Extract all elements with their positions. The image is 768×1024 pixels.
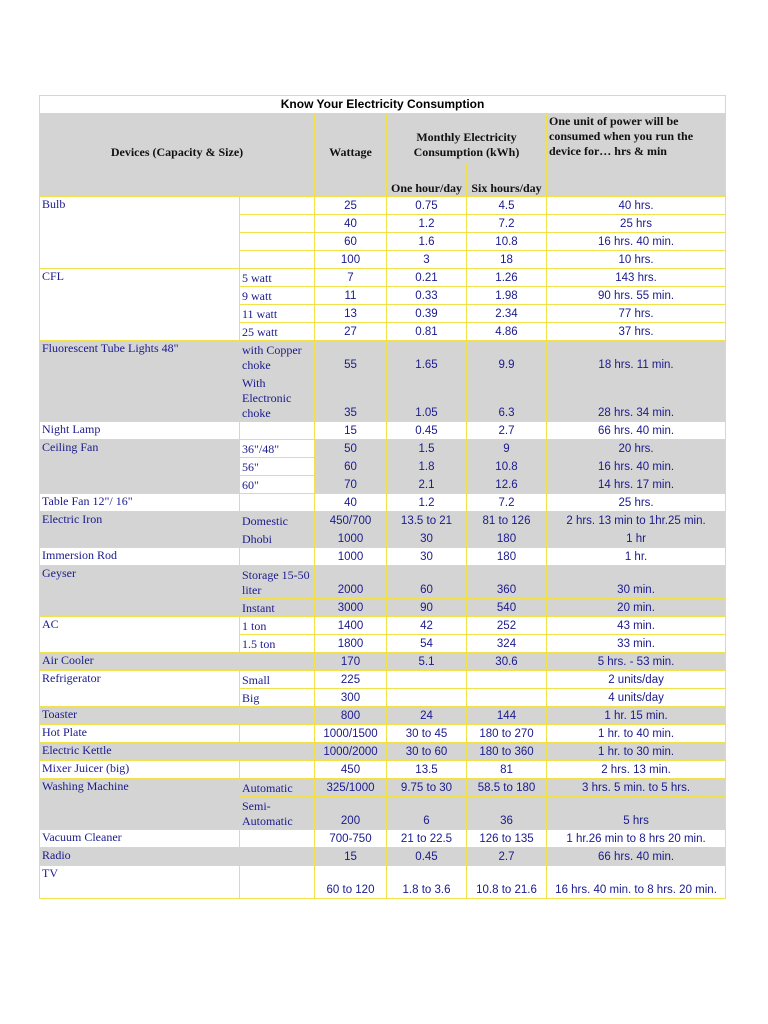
- device-variant: Semi-Automatic: [240, 797, 315, 830]
- device-name: Washing Machine: [40, 779, 240, 830]
- one-hour-cell: 24: [387, 707, 467, 725]
- unit-time-cell: 1 hr: [547, 530, 726, 548]
- unit-time-cell: 14 hrs. 17 min.: [547, 476, 726, 494]
- subheader-blank: [315, 164, 387, 197]
- wattage-cell: 15: [315, 422, 387, 440]
- wattage-cell: 60: [315, 458, 387, 476]
- wattage-cell: 450: [315, 761, 387, 779]
- table-row: [40, 779, 726, 797]
- one-hour-cell: 30: [387, 548, 467, 566]
- one-hour-cell: 54: [387, 635, 467, 653]
- wattage-cell: 1000: [315, 548, 387, 566]
- header-devices: Devices (Capacity & Size): [40, 114, 315, 164]
- device-variant: [240, 215, 315, 233]
- device-name: Hot Plate: [40, 725, 240, 743]
- table-row: [40, 671, 726, 689]
- one-hour-cell: 0.45: [387, 422, 467, 440]
- wattage-cell: 1800: [315, 635, 387, 653]
- table-row: [40, 512, 726, 530]
- unit-time-cell: 1 hr.26 min to 8 hrs 20 min.: [547, 830, 726, 848]
- six-hours-cell: 144: [467, 707, 547, 725]
- six-hours-cell: 126 to 135: [467, 830, 547, 848]
- unit-time-cell: 3 hrs. 5 min. to 5 hrs.: [547, 779, 726, 797]
- device-variant: [240, 830, 315, 848]
- six-hours-cell: 9.9: [467, 341, 547, 374]
- six-hours-cell: 360: [467, 566, 547, 599]
- unit-time-cell: 18 hrs. 11 min.: [547, 341, 726, 374]
- wattage-cell: 15: [315, 848, 387, 866]
- unit-time-cell: 2 hrs. 13 min to 1hr.25 min.: [547, 512, 726, 530]
- wattage-cell: 2000: [315, 566, 387, 599]
- header-monthly: Monthly Electricity Consumption (kWh): [387, 114, 547, 164]
- header-unit-time: One unit of power will be consumed when you run the device for… hrs & min: [547, 114, 726, 164]
- six-hours-cell: 9: [467, 440, 547, 458]
- one-hour-cell: 2.1: [387, 476, 467, 494]
- device-variant: Automatic: [240, 779, 315, 797]
- device-name: Radio: [40, 848, 240, 866]
- six-hours-cell: 10.8: [467, 458, 547, 476]
- unit-time-cell: 1 hr. to 40 min.: [547, 725, 726, 743]
- table-row: [40, 743, 726, 761]
- device-variant: with Copper choke: [240, 341, 315, 374]
- device-variant: 9 watt: [240, 287, 315, 305]
- device-name: Vacuum Cleaner: [40, 830, 240, 848]
- wattage-cell: 27: [315, 323, 387, 341]
- unit-time-cell: 66 hrs. 40 min.: [547, 422, 726, 440]
- device-variant: Instant: [240, 599, 315, 617]
- unit-time-cell: 1 hr. 15 min.: [547, 707, 726, 725]
- six-hours-cell: 10.8: [467, 233, 547, 251]
- device-variant: [240, 707, 315, 725]
- six-hours-cell: 180 to 270: [467, 725, 547, 743]
- device-name: Table Fan 12"/ 16": [40, 494, 240, 512]
- device-name: TV: [40, 866, 240, 899]
- wattage-cell: 35: [315, 374, 387, 422]
- six-hours-cell: 81 to 126: [467, 512, 547, 530]
- wattage-cell: 60: [315, 233, 387, 251]
- device-variant: [240, 494, 315, 512]
- device-name: Air Cooler: [40, 653, 240, 671]
- one-hour-cell: 0.75: [387, 197, 467, 215]
- unit-time-cell: 33 min.: [547, 635, 726, 653]
- device-variant: 11 watt: [240, 305, 315, 323]
- wattage-cell: 325/1000: [315, 779, 387, 797]
- device-variant: Big: [240, 689, 315, 707]
- device-variant: [240, 197, 315, 215]
- one-hour-cell: 3: [387, 251, 467, 269]
- unit-time-cell: 66 hrs. 40 min.: [547, 848, 726, 866]
- unit-time-cell: 1 hr. to 30 min.: [547, 743, 726, 761]
- device-variant: Small: [240, 671, 315, 689]
- wattage-cell: 70: [315, 476, 387, 494]
- unit-time-cell: 16 hrs. 40 min.: [547, 233, 726, 251]
- device-name: Electric Iron: [40, 512, 240, 548]
- unit-time-cell: 77 hrs.: [547, 305, 726, 323]
- wattage-cell: 13: [315, 305, 387, 323]
- device-variant: [240, 422, 315, 440]
- unit-time-cell: 20 hrs.: [547, 440, 726, 458]
- one-hour-cell: 0.21: [387, 269, 467, 287]
- unit-time-cell: 10 hrs.: [547, 251, 726, 269]
- device-variant: [240, 725, 315, 743]
- table-row: [40, 830, 726, 848]
- six-hours-cell: 6.3: [467, 374, 547, 422]
- device-name: AC: [40, 617, 240, 653]
- unit-time-cell: 30 min.: [547, 566, 726, 599]
- device-variant: 56": [240, 458, 315, 476]
- wattage-cell: 170: [315, 653, 387, 671]
- device-variant: [240, 848, 315, 866]
- wattage-cell: 50: [315, 440, 387, 458]
- device-variant: Storage 15-50 liter: [240, 566, 315, 599]
- device-variant: [240, 653, 315, 671]
- six-hours-cell: 81: [467, 761, 547, 779]
- wattage-cell: 7: [315, 269, 387, 287]
- wattage-cell: 1400: [315, 617, 387, 635]
- six-hours-cell: 12.6: [467, 476, 547, 494]
- one-hour-cell: 13.5 to 21: [387, 512, 467, 530]
- unit-time-cell: 4 units/day: [547, 689, 726, 707]
- six-hours-cell: 30.6: [467, 653, 547, 671]
- table-row: [40, 707, 726, 725]
- one-hour-cell: 6: [387, 797, 467, 830]
- unit-time-cell: 28 hrs. 34 min.: [547, 374, 726, 422]
- unit-time-cell: 37 hrs.: [547, 323, 726, 341]
- six-hours-cell: 2.34: [467, 305, 547, 323]
- consumption-table: [39, 95, 726, 899]
- device-name: Ceiling Fan: [40, 440, 240, 494]
- one-hour-cell: 1.5: [387, 440, 467, 458]
- wattage-cell: 100: [315, 251, 387, 269]
- device-variant: 5 watt: [240, 269, 315, 287]
- wattage-cell: 25: [315, 197, 387, 215]
- one-hour-cell: 1.2: [387, 494, 467, 512]
- device-name: Night Lamp: [40, 422, 240, 440]
- device-variant: 1.5 ton: [240, 635, 315, 653]
- wattage-cell: 225: [315, 671, 387, 689]
- six-hours-cell: 2.7: [467, 848, 547, 866]
- consumption-sheet: [39, 95, 725, 899]
- one-hour-cell: 1.2: [387, 215, 467, 233]
- six-hours-cell: 180: [467, 548, 547, 566]
- device-name: Geyser: [40, 566, 240, 617]
- wattage-cell: 800: [315, 707, 387, 725]
- unit-time-cell: 43 min.: [547, 617, 726, 635]
- wattage-cell: 55: [315, 341, 387, 374]
- device-variant: [240, 548, 315, 566]
- subheader-blank: [40, 164, 240, 197]
- six-hours-cell: 2.7: [467, 422, 547, 440]
- table-row: [40, 725, 726, 743]
- wattage-cell: 1000/2000: [315, 743, 387, 761]
- device-name: Refrigerator: [40, 671, 240, 707]
- six-hours-cell: [467, 689, 547, 707]
- one-hour-cell: 0.39: [387, 305, 467, 323]
- six-hours-cell: 324: [467, 635, 547, 653]
- six-hours-cell: 4.5: [467, 197, 547, 215]
- one-hour-cell: 1.65: [387, 341, 467, 374]
- device-variant: Domestic: [240, 512, 315, 530]
- header-six-hours: Six hours/day: [467, 164, 547, 197]
- unit-time-cell: 1 hr.: [547, 548, 726, 566]
- header-wattage: Wattage: [315, 114, 387, 164]
- table-row: [40, 761, 726, 779]
- six-hours-cell: 180 to 360: [467, 743, 547, 761]
- subheader-blank: [240, 164, 315, 197]
- six-hours-cell: 180: [467, 530, 547, 548]
- wattage-cell: 1000/1500: [315, 725, 387, 743]
- unit-time-cell: 16 hrs. 40 min.: [547, 458, 726, 476]
- table-row: [40, 197, 726, 215]
- table-row: [40, 653, 726, 671]
- one-hour-cell: 0.45: [387, 848, 467, 866]
- device-name: Electric Kettle: [40, 743, 240, 761]
- unit-time-cell: 2 hrs. 13 min.: [547, 761, 726, 779]
- six-hours-cell: 252: [467, 617, 547, 635]
- wattage-cell: 200: [315, 797, 387, 830]
- device-variant: [240, 233, 315, 251]
- wattage-cell: 700-750: [315, 830, 387, 848]
- unit-time-cell: 5 hrs: [547, 797, 726, 830]
- table-row: [40, 269, 726, 287]
- six-hours-cell: 4.86: [467, 323, 547, 341]
- device-variant: 1 ton: [240, 617, 315, 635]
- wattage-cell: 450/700: [315, 512, 387, 530]
- one-hour-cell: 42: [387, 617, 467, 635]
- one-hour-cell: 30 to 45: [387, 725, 467, 743]
- unit-time-cell: 40 hrs.: [547, 197, 726, 215]
- device-variant: [240, 251, 315, 269]
- wattage-cell: 60 to 120: [315, 866, 387, 899]
- device-variant: Dhobi: [240, 530, 315, 548]
- device-variant: 25 watt: [240, 323, 315, 341]
- one-hour-cell: 90: [387, 599, 467, 617]
- one-hour-cell: 9.75 to 30: [387, 779, 467, 797]
- one-hour-cell: [387, 671, 467, 689]
- table-row: [40, 866, 726, 899]
- table-row: [40, 848, 726, 866]
- one-hour-cell: 60: [387, 566, 467, 599]
- six-hours-cell: 1.98: [467, 287, 547, 305]
- table-row: [40, 548, 726, 566]
- wattage-cell: 40: [315, 494, 387, 512]
- one-hour-cell: 30: [387, 530, 467, 548]
- device-name: Mixer Juicer (big): [40, 761, 240, 779]
- one-hour-cell: 5.1: [387, 653, 467, 671]
- table-row: [40, 617, 726, 635]
- six-hours-cell: 10.8 to 21.6: [467, 866, 547, 899]
- six-hours-cell: 7.2: [467, 494, 547, 512]
- six-hours-cell: 7.2: [467, 215, 547, 233]
- device-variant: [240, 743, 315, 761]
- device-name: Toaster: [40, 707, 240, 725]
- subheader-blank: [547, 164, 726, 197]
- device-variant: [240, 866, 315, 899]
- table-row: [40, 422, 726, 440]
- wattage-cell: 11: [315, 287, 387, 305]
- unit-time-cell: 20 min.: [547, 599, 726, 617]
- one-hour-cell: 0.81: [387, 323, 467, 341]
- unit-time-cell: 90 hrs. 55 min.: [547, 287, 726, 305]
- device-name: CFL: [40, 269, 240, 341]
- unit-time-cell: 5 hrs. - 53 min.: [547, 653, 726, 671]
- six-hours-cell: 1.26: [467, 269, 547, 287]
- six-hours-cell: [467, 671, 547, 689]
- device-name: Bulb: [40, 197, 240, 269]
- one-hour-cell: 30 to 60: [387, 743, 467, 761]
- unit-time-cell: 143 hrs.: [547, 269, 726, 287]
- header-one-hour: One hour/day: [387, 164, 467, 197]
- unit-time-cell: 25 hrs.: [547, 494, 726, 512]
- one-hour-cell: [387, 689, 467, 707]
- device-variant: 36"/48": [240, 440, 315, 458]
- device-variant: 60": [240, 476, 315, 494]
- wattage-cell: 40: [315, 215, 387, 233]
- table-row: [40, 566, 726, 599]
- one-hour-cell: 1.6: [387, 233, 467, 251]
- six-hours-cell: 36: [467, 797, 547, 830]
- six-hours-cell: 540: [467, 599, 547, 617]
- wattage-cell: 1000: [315, 530, 387, 548]
- wattage-cell: 300: [315, 689, 387, 707]
- table-row: [40, 494, 726, 512]
- one-hour-cell: 1.8: [387, 458, 467, 476]
- unit-time-cell: 16 hrs. 40 min. to 8 hrs. 20 min.: [547, 866, 726, 899]
- one-hour-cell: 0.33: [387, 287, 467, 305]
- six-hours-cell: 18: [467, 251, 547, 269]
- device-variant: [240, 761, 315, 779]
- device-variant: With Electronic choke: [240, 374, 315, 422]
- table-title: Know Your Electricity Consumption: [40, 96, 726, 114]
- unit-time-cell: 25 hrs: [547, 215, 726, 233]
- six-hours-cell: 58.5 to 180: [467, 779, 547, 797]
- one-hour-cell: 1.8 to 3.6: [387, 866, 467, 899]
- unit-time-cell: 2 units/day: [547, 671, 726, 689]
- device-name: Fluorescent Tube Lights 48": [40, 341, 240, 422]
- table-row: [40, 341, 726, 374]
- one-hour-cell: 1.05: [387, 374, 467, 422]
- device-name: Immersion Rod: [40, 548, 240, 566]
- one-hour-cell: 21 to 22.5: [387, 830, 467, 848]
- table-row: [40, 440, 726, 458]
- wattage-cell: 3000: [315, 599, 387, 617]
- one-hour-cell: 13.5: [387, 761, 467, 779]
